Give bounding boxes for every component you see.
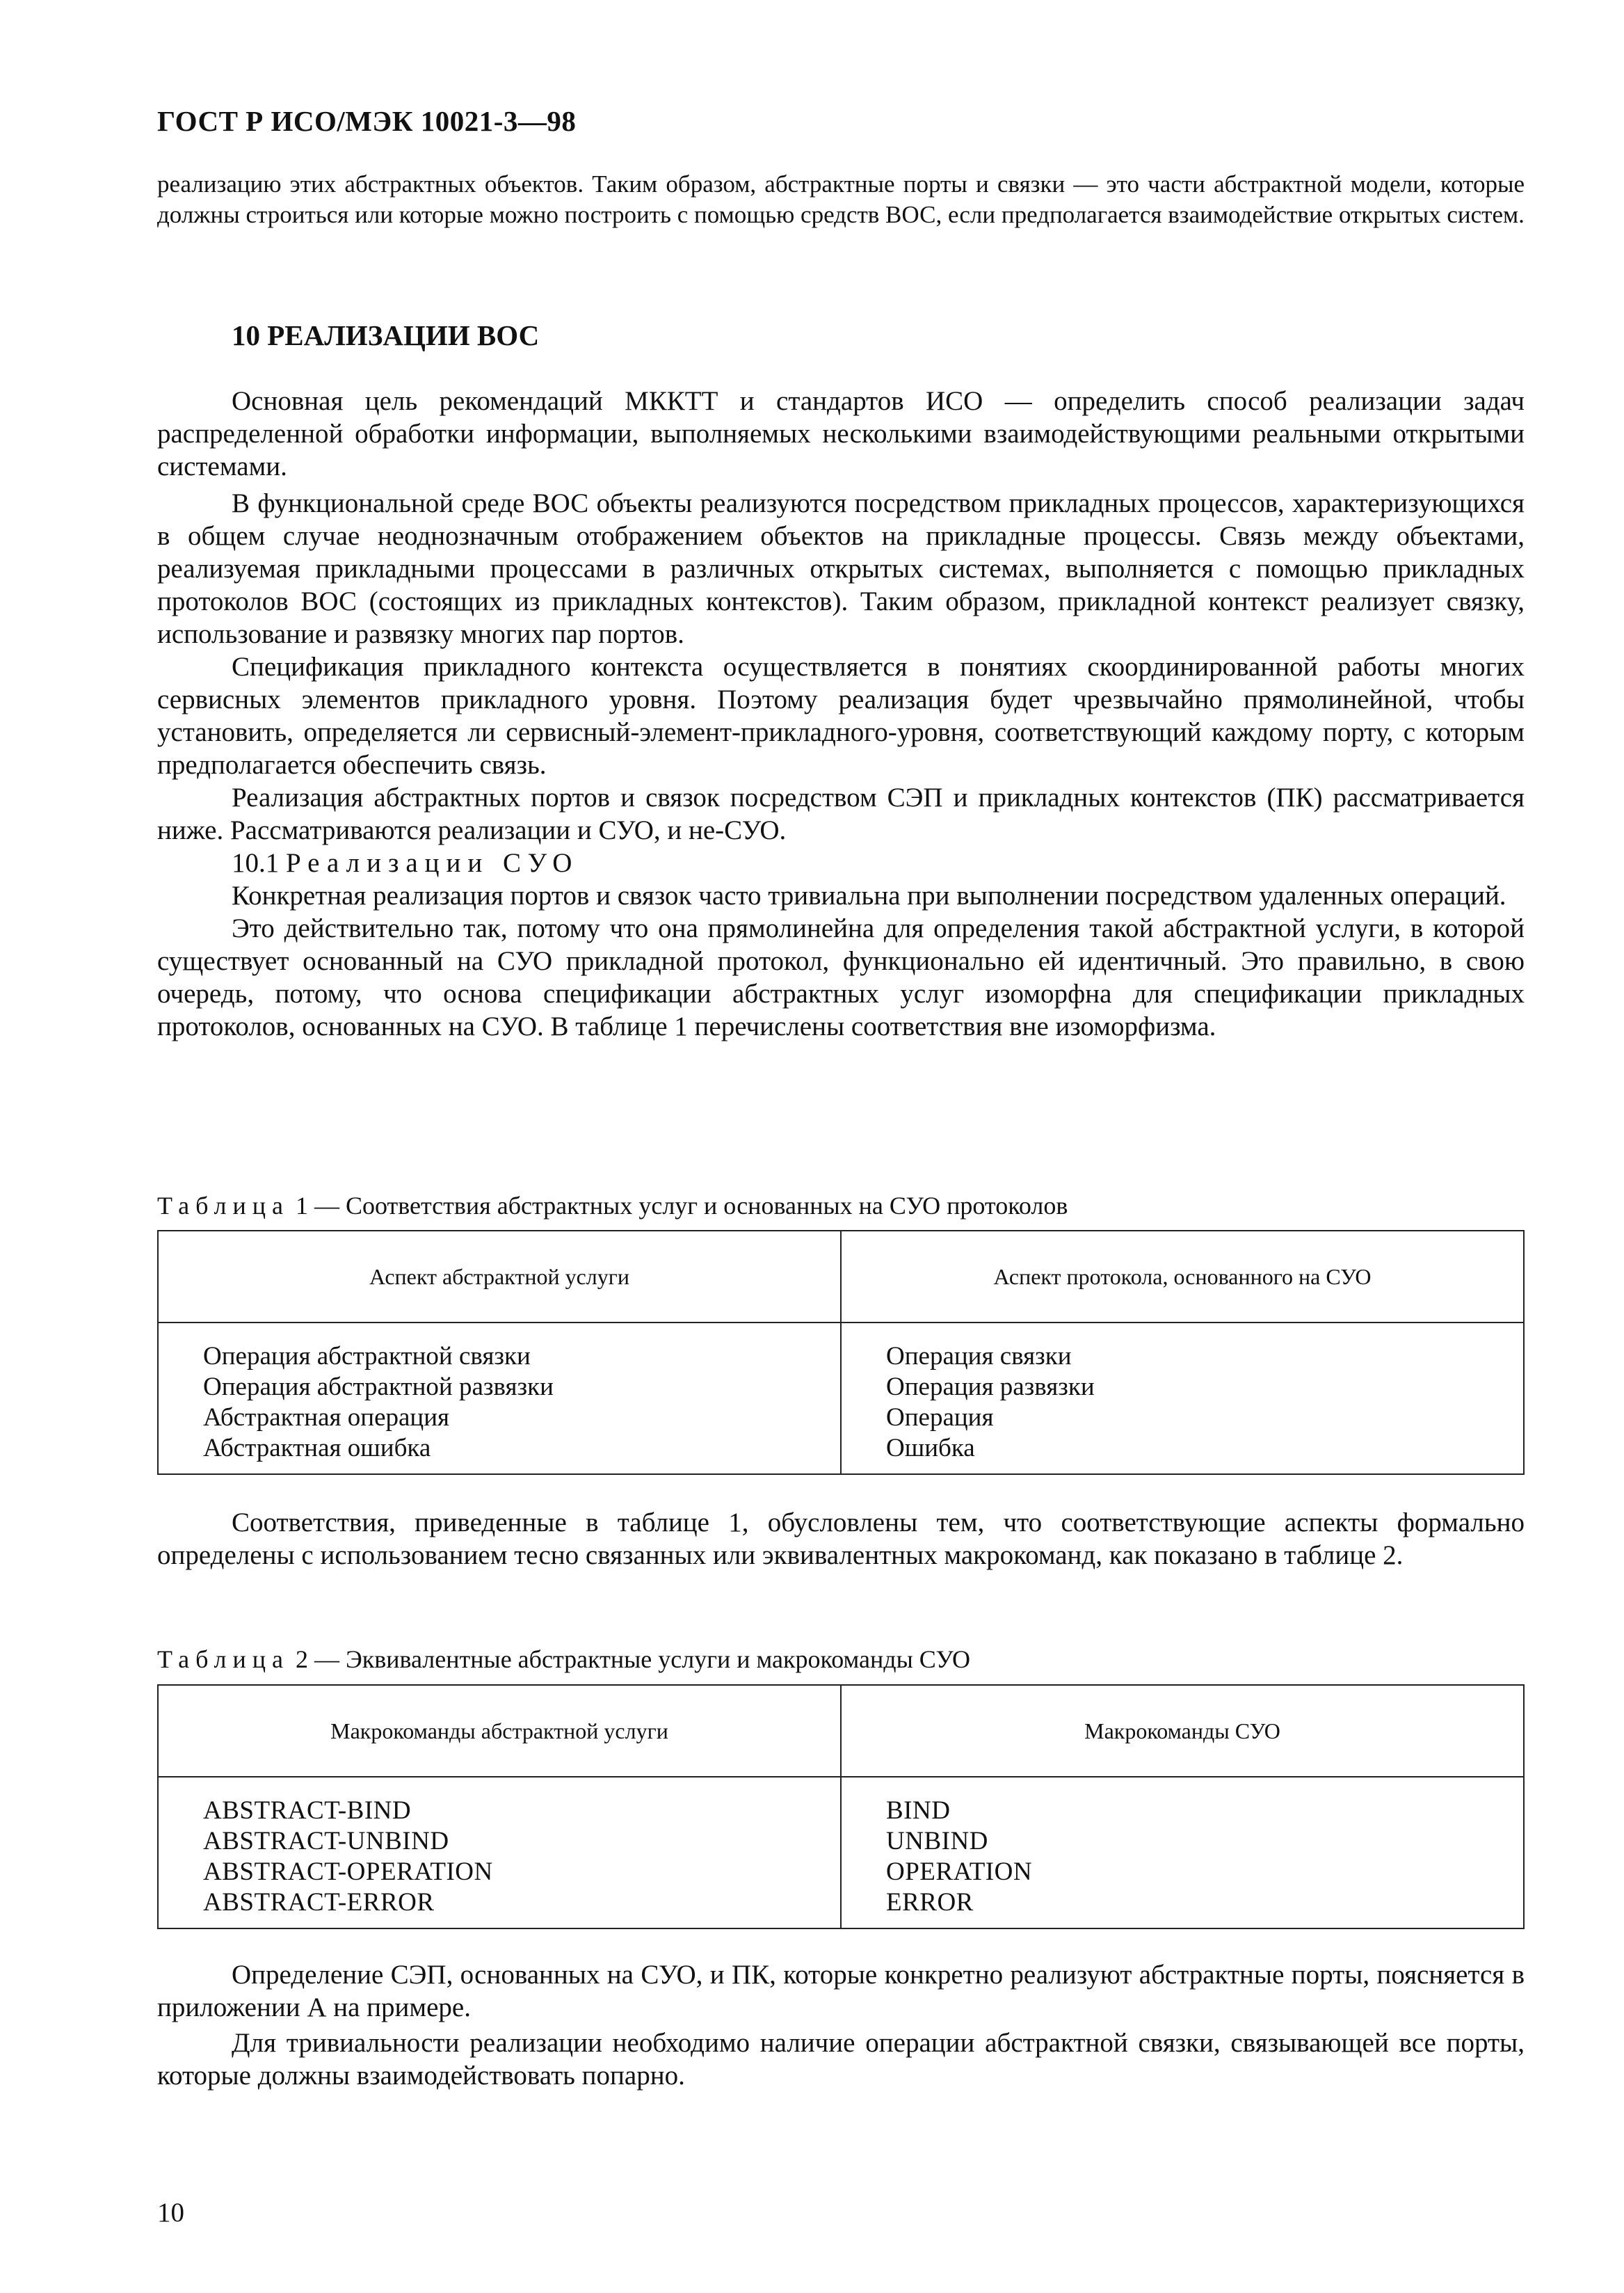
paragraph: Конкретная реализация портов и связок часто тривиальна при выполнении посредством удаленных операций.: [232, 881, 1506, 911]
document-header: ГОСТ Р ИСО/МЭК 10021-3—98: [157, 105, 577, 137]
cell-line: ABSTRACT-UNBIND: [203, 1827, 449, 1855]
cell-line: OPERATION: [886, 1857, 1033, 1886]
table-cell: [158, 1323, 841, 1474]
paragraph: Реализация абстрактных портов и связок посредством СЭП и прикладных контекстов (ПК) рассматривается ниже. Рассматриваются реализации и СУО, и не-СУО.: [157, 783, 1525, 845]
subsection-heading: [157, 847, 1525, 879]
table-cell: [841, 1323, 1524, 1474]
table2-caption: [157, 1644, 970, 1675]
subsection-title: Реализации СУО: [286, 848, 579, 878]
cell-line: ABSTRACT-ERROR: [203, 1888, 435, 1917]
table-row: [158, 1323, 1524, 1474]
table-1: [157, 1230, 1525, 1475]
cell-line: Операция развязки: [886, 1373, 1095, 1401]
table-caption-text: 1 — Соответствия абстрактных услуг и основанных на СУО протоколов: [295, 1192, 1068, 1220]
paragraph: Соответствия, приведенные в таблице 1, обусловлены тем, что соответствующие аспекты формально определены с использованием тесно связанных или эквивалентных макрокоманд, как показано в таблице 2.: [157, 1508, 1525, 1570]
final-section: [157, 1958, 1525, 2092]
column-header: Аспект протокола, основанного на СУО: [841, 1231, 1524, 1323]
column-header: Аспект абстрактной услуги: [158, 1231, 841, 1323]
cell-line: Операция абстрактной связки: [203, 1342, 531, 1371]
page-number: 10: [157, 2198, 184, 2228]
subsection-number: 10.1: [232, 848, 280, 878]
column-header: Макрокоманды абстрактной услуги: [158, 1685, 841, 1777]
cell-line: ABSTRACT-OPERATION: [203, 1857, 493, 1886]
column-header: Макрокоманды СУО: [841, 1685, 1524, 1777]
after-table1: [157, 1506, 1525, 1572]
section-title: 10 РЕАЛИЗАЦИИ ВОС: [232, 319, 540, 351]
table-label: Таблица: [157, 1192, 289, 1220]
paragraph: Для тривиальности реализации необходимо наличие операции абстрактной связки, связывающей все порты, которые должны взаимодействовать попарно.: [157, 2028, 1525, 2091]
cell-line: ERROR: [886, 1888, 974, 1917]
cell-line: Операция: [886, 1403, 994, 1432]
table-cell: [158, 1777, 841, 1928]
cell-line: ABSTRACT-BIND: [203, 1796, 412, 1825]
cell-line: Операция связки: [886, 1342, 1072, 1371]
cell-line: Абстрактная операция: [203, 1403, 450, 1432]
cell-line: BIND: [886, 1796, 951, 1825]
cell-line: Операция абстрактной развязки: [203, 1373, 554, 1401]
paragraph: Это действительно так, потому что она прямолинейна для определения такой абстрактной услуги, в которой существует основанный на СУО прикладной протокол, функционально ей идентичный. Это правильно, в свою очередь, потому, что основа спецификации абстрактных услуг изоморфна для спецификации прикладных протоколов, основанных на СУО. В таблице 1 перечислены соответствия вне изоморфизма.: [157, 913, 1525, 1041]
table-header-row: [158, 1685, 1524, 1777]
table-header-row: [158, 1231, 1524, 1323]
table-caption-text: 2 — Эквивалентные абстрактные услуги и макрокоманды СУО: [295, 1645, 971, 1673]
cell-line: UNBIND: [886, 1827, 988, 1855]
table-2: [157, 1684, 1525, 1929]
paragraph: Спецификация прикладного контекста осуществляется в понятиях скоординированной работы многих сервисных элементов прикладного уровня. Поэтому реализация будет чрезвычайно прямолинейной, чтобы установить, определяется ли сервисный-элемент-прикладного-уровня, соответствующий каждому порту, с которым предполагается обеспечить связь.: [157, 652, 1525, 780]
section-body: [157, 385, 1525, 1043]
intro-paragraph: реализацию этих абстрактных объектов. Таким образом, абстрактные порты и связки — это части абстрактной модели, которые должны строиться или которые можно построить с помощью средств ВОС, если предполагается взаимодействие открытых систем.: [157, 170, 1525, 228]
cell-line: Ошибка: [886, 1434, 975, 1462]
table-cell: [841, 1777, 1524, 1928]
table-row: [158, 1777, 1524, 1928]
table-label: Таблица: [157, 1645, 289, 1673]
table1-caption: [157, 1190, 1068, 1221]
paragraph: Определение СЭП, основанных на СУО, и ПК, которые конкретно реализуют абстрактные порты, поясняется в приложении А на примере.: [157, 1960, 1525, 2022]
paragraph: Основная цель рекомендаций МККТТ и стандартов ИСО — определить способ реализации задач распределенной обработки информации, выполняемых несколькими взаимодействующими реальными открытыми системами.: [157, 386, 1525, 481]
cell-line: Абстрактная ошибка: [203, 1434, 431, 1462]
paragraph: В функциональной среде ВОС объекты реализуются посредством прикладных процессов, характеризующихся в общем случае неоднозначным отображением объектов на прикладные процессы. Связь между объектами, реализуемая прикладными процессами в различных открытых системах, выполняется с помощью прикладных протоколов ВОС (состоящих из прикладных контекстов). Таким образом, прикладной контекст реализует связку, использование и развязку многих пар портов.: [157, 488, 1525, 649]
